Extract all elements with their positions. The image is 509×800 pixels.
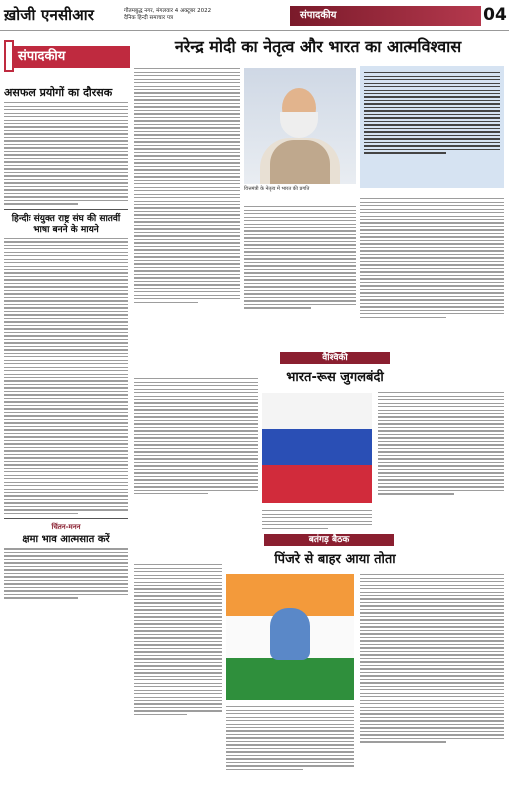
article3-title: क्षमा भाव आत्मसात करें <box>22 534 110 546</box>
left-column <box>4 80 128 601</box>
dateline <box>124 8 264 22</box>
photo-caption: वित्तमंत्री के नेतृत्व में भारत की प्रगति <box>244 186 310 192</box>
batangad-col2 <box>226 704 354 772</box>
main-story-photo <box>244 68 356 184</box>
highlight-box <box>360 66 504 188</box>
russia-flag-image <box>262 393 372 503</box>
batangad-col3 <box>360 572 504 745</box>
article2-title: हिन्दीः संयुक्त राष्ट्र संघ की सातवीं भाषा बनने के मायने <box>11 213 121 235</box>
batangad-title: पिंजरे से बाहर आया तोता <box>274 552 396 567</box>
article3-body <box>4 548 128 598</box>
vaishviki-col1 <box>134 376 258 497</box>
vaishviki-label: वैश्विकी <box>280 352 390 364</box>
editorial-label: संपादकीय <box>4 46 130 68</box>
vaishviki-col3 <box>378 390 504 497</box>
chintan-label: चिंतन-मनन <box>51 523 81 532</box>
divider <box>4 209 128 210</box>
article1-title: असफल प्रयोगों का दौरसक <box>4 86 113 99</box>
brand-logo: ख़ोजी एनसीआर <box>4 5 95 24</box>
congress-image <box>226 574 354 700</box>
main-story-col2 <box>244 204 356 311</box>
date-text: गौतमबुद्ध नगर, मंगलवार 4 अक्टूबर 2022 <box>124 8 212 14</box>
editorial-accent <box>4 40 14 72</box>
edition-text: दैनिक हिन्दी समाचार पत्र <box>124 15 174 21</box>
divider <box>4 518 128 519</box>
section-title: संपादकीय <box>290 6 490 26</box>
vaishviki-title: भारत-रूस जुगलबंदी <box>286 370 384 385</box>
main-story-col1 <box>134 66 240 305</box>
page-number: 04 <box>481 0 509 30</box>
batangad-col1 <box>134 562 222 717</box>
brand <box>0 5 124 24</box>
main-story-col3 <box>360 196 504 320</box>
article2-body <box>4 238 128 515</box>
main-headline: नरेन्द्र मोदी का नेतृत्व और भारत का आत्मविश्वास <box>174 37 462 56</box>
article1-body <box>4 102 128 204</box>
vaishviki-col2 <box>262 508 372 531</box>
batangad-label: बतंगड़ बैठक <box>264 534 394 546</box>
